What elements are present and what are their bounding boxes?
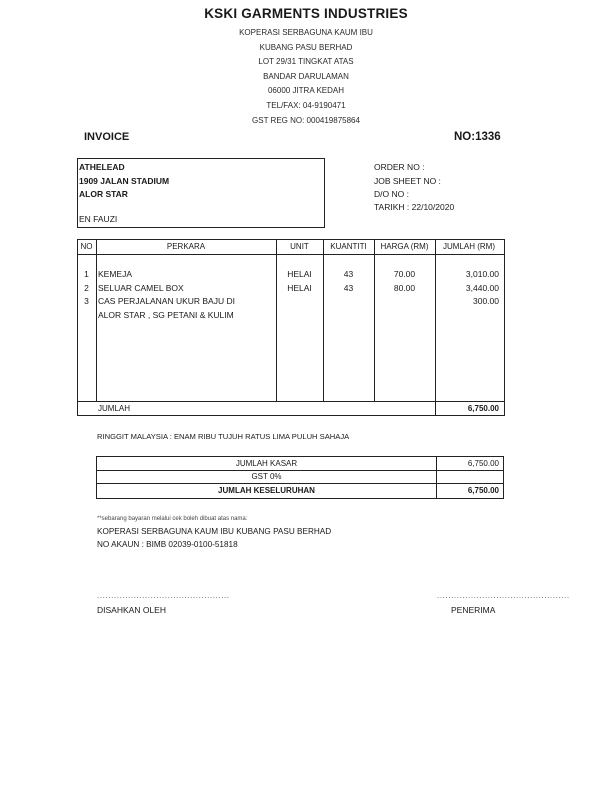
row-item: CAS PERJALANAN UKUR BAJU DI [98,296,235,306]
row-amount: 3,010.00 [465,269,499,279]
customer-attention: EN FAUZI [79,214,118,224]
company-name: KSKI GARMENTS INDUSTRIES [204,6,408,21]
column-divider [323,239,324,401]
address-line: 06000 JITRA KEDAH [267,86,345,96]
column-divider [96,239,97,401]
customer-address-line: 1909 JALAN STADIUM [79,176,170,186]
job-sheet-no: JOB SHEET NO : [374,176,441,186]
address-line: KUBANG PASU BERHAD [259,42,353,52]
address-line: BANDAR DARULAMAN [263,71,349,81]
row-no: 2 [84,283,89,293]
row-amount: 300.00 [473,296,499,306]
invoice-title: INVOICE [84,131,130,143]
table-header-divider [77,254,505,255]
receiver-label: PENERIMA [451,605,496,615]
gross-total-label: JUMLAH KASAR [235,459,298,468]
table-total-value: 6,750.00 [467,404,499,413]
approved-by-label: DISAHKAN OLEH [97,605,166,615]
order-no: ORDER NO : [374,162,425,172]
column-divider [276,239,277,401]
header-no: NO [80,242,93,251]
gst-label: GST 0% [251,472,282,481]
do-no: D/O NO : [374,189,409,199]
header-jumlah: JUMLAH (RM) [443,242,495,251]
row-item: SELUAR CAMEL BOX [98,283,184,293]
signature-line-approved: ............................................... [97,591,230,600]
table-total-divider [77,401,505,402]
signature-line-receiver: ............................................... [437,591,570,600]
row-price: 70.00 [393,269,416,279]
header-harga: HARGA (RM) [380,242,429,251]
row-amount: 3,440.00 [465,283,499,293]
company-address [0,26,612,128]
table-total-label: JUMLAH [98,404,131,413]
invoice-number: NO:1336 [454,131,501,143]
row-price: 80.00 [393,283,416,293]
row-unit: HELAI [287,269,312,279]
header-perkara: PERKARA [166,242,206,251]
payment-note: **sebarang bayaran melalui cek boleh dibuat atas nama: [97,516,248,522]
header-unit: UNIT [290,242,309,251]
header-kuantiti: KUANTITI [330,242,367,251]
row-item-continued: ALOR STAR , SG PETANI & KULIM [98,310,234,320]
column-divider [374,239,375,401]
row-unit: HELAI [287,283,312,293]
grand-total-value: 6,750.00 [467,486,499,495]
address-line: TEL/FAX: 04-9190471 [266,100,346,110]
bank-account: NO AKAUN : BIMB 02039-0100-51818 [97,540,238,549]
customer-address-line: ALOR STAR [79,189,128,199]
column-divider [435,239,436,416]
grand-total-label: JUMLAH KESELURUHAN [218,486,315,495]
amount-in-words: RINGGIT MALAYSIA : ENAM RIBU TUJUH RATUS LIMA PULUH SAHAJA [97,432,350,441]
address-line: LOT 29/31 TINGKAT ATAS [258,57,354,67]
address-line: GST REG NO: 000419875864 [252,115,360,125]
totals-divider [96,470,504,471]
invoice-date: TARIKH : 22/10/2020 [374,202,455,212]
items-table [77,239,505,416]
row-qty: 43 [343,283,354,293]
customer-name: ATHELEAD [79,162,125,172]
payee-name: KOPERASI SERBAGUNA KAUM IBU KUBANG PASU BERHAD [97,527,332,536]
totals-divider [96,483,504,484]
row-no: 1 [84,269,89,279]
row-item: KEMEJA [98,269,133,279]
gross-total-value: 6,750.00 [467,459,499,468]
address-line: KOPERASI SERBAGUNA KAUM IBU [239,28,373,37]
row-no: 3 [84,296,89,306]
row-qty: 43 [343,269,354,279]
